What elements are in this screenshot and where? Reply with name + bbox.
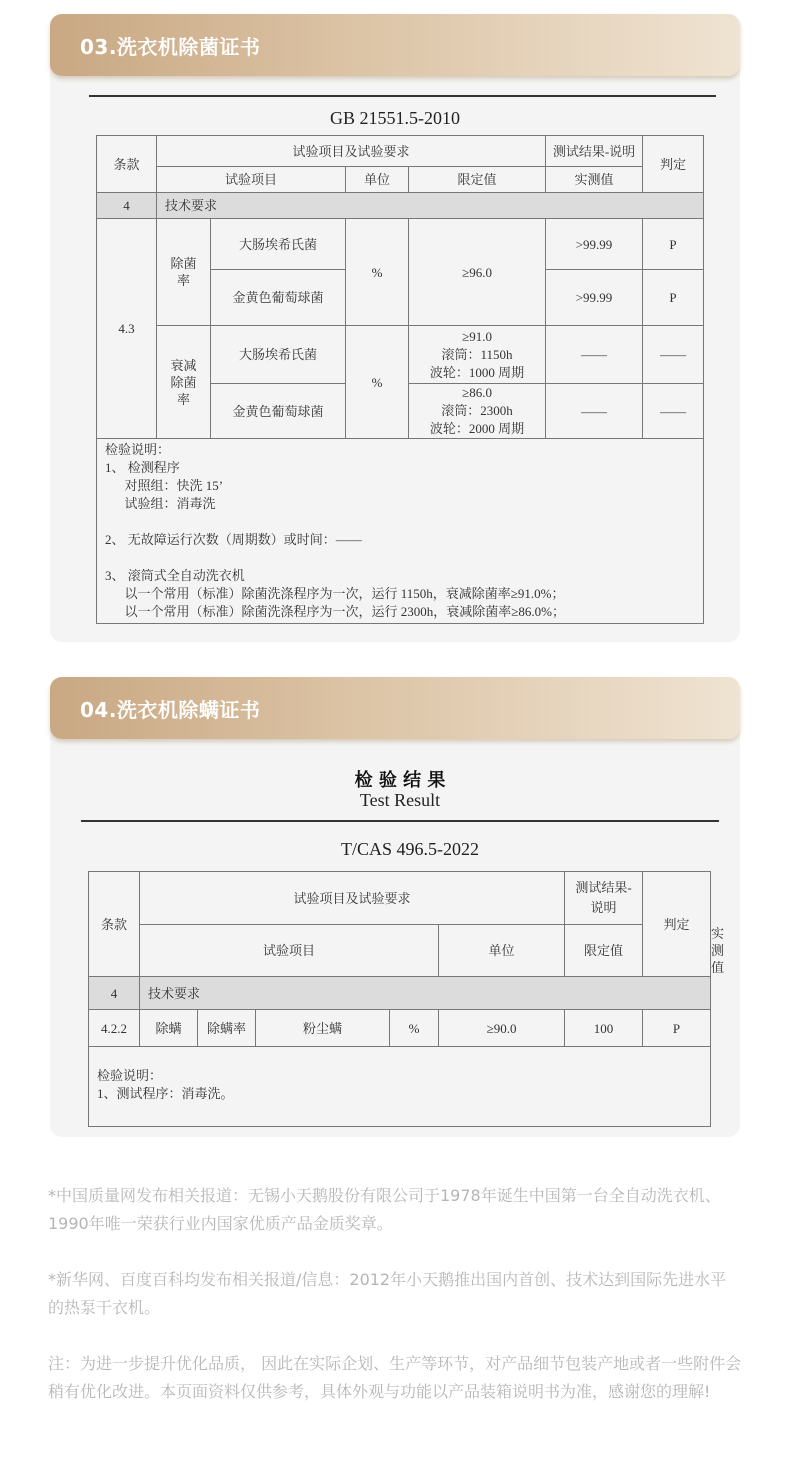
limit-cell: ≥96.0 — [409, 219, 546, 326]
category-cell: 除螨 — [140, 1010, 198, 1047]
judgment-cell: P — [643, 270, 704, 326]
result-heading-cn: 检 验 结 果 — [354, 770, 446, 791]
standard-code: T/CAS 496.5-2022 — [340, 839, 479, 859]
technical-requirements-label: 技术要求 — [140, 977, 711, 1010]
disclaimer-paragraph: *中国质量网发布相关报道：无锡小天鹅股份有限公司于1978年诞生中国第一台全自动洗衣机、1990年唯一荣获行业内国家优质产品金质奖章。 — [48, 1186, 721, 1233]
header-judgment: 判定 — [643, 136, 704, 193]
header-unit: 单位 — [439, 925, 565, 977]
section-title: 03.洗衣机除菌证书 — [80, 35, 261, 59]
header-result-note: 测试结果-说明 — [546, 136, 643, 167]
section-header — [50, 14, 740, 76]
test-notes — [89, 1047, 711, 1127]
note-line: 检验说明： — [105, 442, 171, 457]
subcategory-cell: 除螨率 — [198, 1010, 256, 1047]
note-line: 以一个常用（标准）除菌洗涤程序为一次，运行 2300h，衰减除菌率≥86.0%； — [105, 604, 565, 619]
result-heading-en: Test Result — [359, 790, 441, 810]
group-name-cell: 衰减 除菌 率 — [157, 326, 211, 439]
note-line: 试验组：消毒洗 — [105, 496, 216, 511]
divider-line — [81, 820, 719, 822]
section-title: 04.洗衣机除螨证书 — [80, 698, 261, 722]
limit-cell: ≥86.0 滚筒：2300h 波轮：2000 周期 — [409, 384, 546, 439]
test-item-cell: 金黄色葡萄球菌 — [211, 384, 346, 439]
test-item-cell: 粉尘螨 — [256, 1010, 390, 1047]
judgment-cell: —— — [643, 384, 704, 439]
header-items-requirements: 试验项目及试验要求 — [157, 136, 546, 167]
unit-cell: % — [346, 326, 409, 439]
note-line: 对照组：快洗 15’ — [105, 478, 224, 493]
note-line — [105, 513, 695, 531]
note-line: 1、 检测程序 — [105, 460, 180, 475]
header-unit: 单位 — [346, 167, 409, 193]
header-limit: 限定值 — [409, 167, 546, 193]
header-measured: 实测值 — [546, 167, 643, 193]
measured-cell: —— — [546, 326, 643, 384]
test-item-cell: 金黄色葡萄球菌 — [211, 270, 346, 326]
certificate-card-mite-removal — [50, 677, 740, 1137]
technical-requirements-label: 技术要求 — [157, 193, 704, 219]
header-test-item: 试验项目 — [140, 925, 439, 977]
test-notes — [97, 439, 704, 624]
measured-cell: >99.99 — [546, 219, 643, 270]
sterilization-results-table — [96, 135, 704, 624]
standard-code: GB 21551.5-2010 — [330, 108, 460, 128]
limit-cell: ≥91.0 滚筒：1150h 波轮：1000 周期 — [409, 326, 546, 384]
mite-removal-results-table: 条款 试验项目及试验要求 测试结果- 说明 判定 试验项目 单位 限定值 实测值 4 技术要求 4.2.2 除螨 除螨率 粉尘螨 % ≥90.0 100 P 检验说明： 1、测试程序：消毒洗。 — [88, 871, 711, 1127]
test-item-cell: 大肠埃希氏菌 — [211, 326, 346, 384]
clause-cell: 4 — [89, 977, 140, 1010]
clause-cell: 4 — [97, 193, 157, 219]
test-item-cell: 大肠埃希氏菌 — [211, 219, 346, 270]
note-line: 2、 无故障运行次数（周期数）或时间：—— — [105, 532, 362, 547]
header-clause: 条款 — [97, 136, 157, 193]
note-line — [105, 549, 695, 567]
measured-cell: —— — [546, 384, 643, 439]
disclaimer-paragraph: *新华网、百度百科均发布相关报道/信息：2012年小天鹅推出国内首创、技术达到国际先进水平的热泵干衣机。 — [48, 1270, 727, 1317]
measured-cell: 100 — [565, 1010, 643, 1047]
clause-cell: 4.3 — [97, 219, 157, 439]
judgment-cell: —— — [643, 326, 704, 384]
header-test-item: 试验项目 — [157, 167, 346, 193]
note-line: 检验说明： — [97, 1068, 163, 1083]
unit-cell: % — [390, 1010, 439, 1047]
certificate-card-sterilization — [50, 14, 740, 642]
judgment-cell: P — [643, 219, 704, 270]
group-name-cell: 除菌 率 — [157, 219, 211, 326]
section-header — [50, 677, 740, 739]
limit-cell: ≥90.0 — [439, 1010, 565, 1047]
divider-line — [89, 95, 716, 97]
header-clause: 条款 — [89, 872, 140, 977]
judgment-cell: P — [643, 1010, 711, 1047]
note-line: 3、 滚筒式全自动洗衣机 — [105, 568, 245, 583]
measured-cell: >99.99 — [546, 270, 643, 326]
header-limit: 限定值 — [565, 925, 643, 977]
note-line: 以一个常用（标准）除菌洗涤程序为一次，运行 1150h，衰减除菌率≥91.0%； — [105, 586, 565, 601]
header-items-requirements: 试验项目及试验要求 — [140, 872, 565, 925]
clause-cell: 4.2.2 — [89, 1010, 140, 1047]
header-judgment: 判定 — [643, 872, 711, 977]
note-line: 1、测试程序：消毒洗。 — [97, 1086, 234, 1101]
header-result-note: 测试结果- 说明 — [565, 872, 643, 925]
disclaimer-paragraph: 注：为进一步提升优化品质， 因此在实际企划、生产等环节，对产品细节包装产地或者一些附件会稍有优化改进。本页面资料仅供参考，具体外观与功能以产品装箱说明书为准，感谢您的理解! — [48, 1354, 742, 1401]
unit-cell: % — [346, 219, 409, 326]
